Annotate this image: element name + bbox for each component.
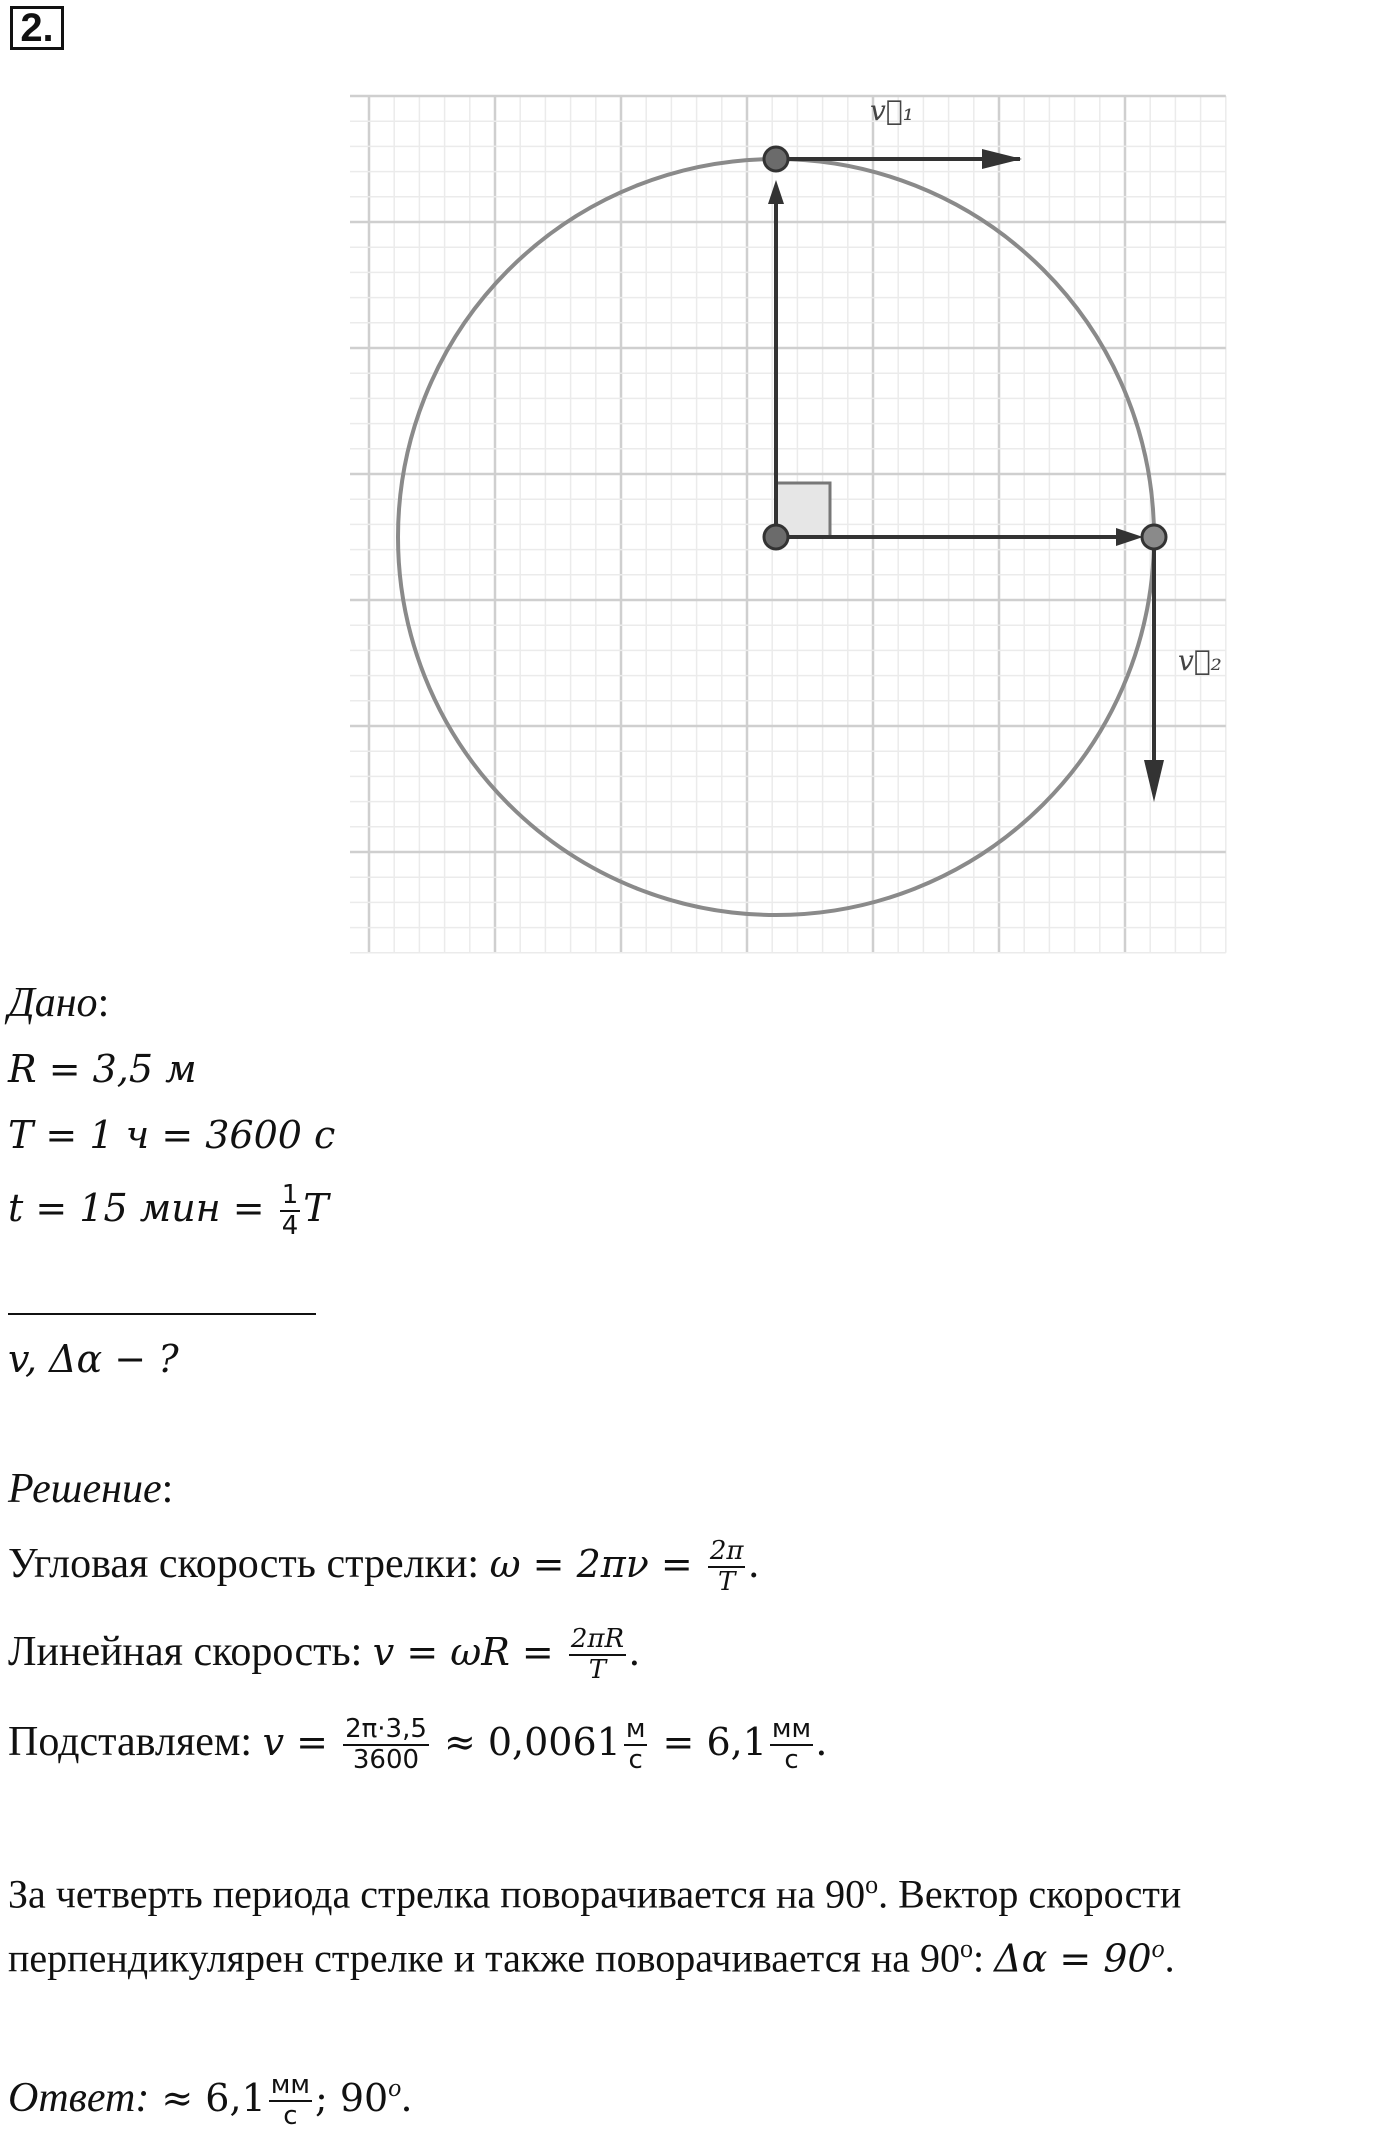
- point-top: [764, 147, 788, 171]
- solution-line-1-math: ω = 2πν =: [489, 1541, 705, 1586]
- paragraph-2-text: перпендикулярен стрелке и также поворачивается на 90: [8, 1935, 961, 1981]
- velocity-v1-arrowhead: [982, 149, 1022, 169]
- given-heading: Дано: [8, 980, 98, 1026]
- point-right: [1142, 525, 1166, 549]
- given-line-3-fraction: [280, 1182, 301, 1241]
- velocity-v2-arrowhead: [1144, 760, 1164, 802]
- solution-paragraph-2: [8, 1934, 1175, 1981]
- given-line-1: R = 3,5 м: [8, 1047, 197, 1091]
- solution-line-2: [8, 1626, 640, 1685]
- solution-heading: Решение: [8, 1466, 162, 1512]
- frac-numerator: 2πR: [569, 1626, 626, 1656]
- frac-denominator: T: [588, 1655, 607, 1686]
- answer-value: ≈ 6,1: [149, 2075, 266, 2120]
- solution-line-2-fraction: [569, 1626, 626, 1685]
- paragraph-2-math: Δα = 90: [994, 1936, 1152, 1981]
- given-line-3-right: T: [303, 1185, 329, 1230]
- degree-sign: o: [1151, 1934, 1165, 1963]
- paragraph-1-end: . Вектор скорости: [878, 1871, 1182, 1917]
- given-line-3-left: t = 15 мин =: [8, 1185, 277, 1230]
- paragraph-1-text: За четверть периода стрелка поворачивается на 90: [8, 1871, 866, 1917]
- frac-numerator: 2π: [708, 1538, 746, 1568]
- unit-denominator: с: [628, 1745, 643, 1776]
- task-number: 2.: [10, 6, 64, 50]
- answer-end: .: [401, 2074, 412, 2121]
- frac-numerator: 2π·3,5: [343, 1716, 429, 1746]
- solution-line-2-end: .: [629, 1628, 640, 1675]
- answer-line: [8, 2072, 412, 2131]
- solution-line-3-math: v =: [262, 1719, 341, 1764]
- solution-line-3-mid: ≈ 0,0061: [431, 1719, 621, 1764]
- answer-label: Ответ:: [8, 2074, 150, 2121]
- unit-numerator: мм: [269, 2072, 312, 2102]
- solution-line-3: [8, 1716, 827, 1775]
- degree-sign: о: [865, 1870, 879, 1899]
- degree-sign: о: [960, 1934, 974, 1963]
- given-divider: [8, 1313, 316, 1315]
- answer-unit: [269, 2072, 312, 2131]
- label-v1: v⃗₁: [870, 94, 914, 127]
- label-v2: v⃗₂: [1178, 644, 1222, 677]
- solution-line-3-fraction: [343, 1716, 429, 1775]
- solution-line-1-end: .: [748, 1540, 759, 1587]
- solution-line-3-unit-1: [624, 1716, 648, 1775]
- frac-denominator: T: [717, 1567, 736, 1598]
- frac-numerator: 1: [280, 1182, 301, 1212]
- solution-line-1-text: Угловая скорость стрелки:: [8, 1540, 490, 1587]
- solution-heading-line: [8, 1468, 173, 1510]
- solution-line-2-text: Линейная скорость:: [8, 1628, 373, 1675]
- given-colon: :: [97, 980, 110, 1026]
- unit-numerator: м: [624, 1716, 648, 1746]
- point-center: [764, 525, 788, 549]
- unit-numerator: мм: [770, 1716, 813, 1746]
- frac-denominator: 4: [281, 1211, 299, 1242]
- given-heading-line: [8, 982, 109, 1024]
- solution-line-2-math: v = ωR =: [372, 1629, 566, 1674]
- given-line-3: [8, 1182, 329, 1241]
- find-line: v, Δα − ?: [8, 1337, 179, 1381]
- frac-denominator: 3600: [352, 1745, 420, 1776]
- unit-denominator: с: [784, 1745, 799, 1776]
- unit-denominator: с: [283, 2101, 298, 2132]
- solution-colon: :: [161, 1466, 174, 1512]
- paragraph-2-end: .: [1164, 1935, 1175, 1981]
- given-line-2: T = 1 ч = 3600 с: [8, 1113, 336, 1157]
- solution-line-3-text: Подставляем:: [8, 1718, 263, 1765]
- solution-line-1-fraction: [708, 1538, 746, 1597]
- paragraph-2-mid: :: [973, 1935, 995, 1981]
- circle-figure: [350, 90, 1230, 970]
- solution-line-3-mid-2: = 6,1: [650, 1719, 767, 1764]
- radius-vertical-arrowhead: [768, 180, 784, 204]
- degree-sign: o: [388, 2072, 402, 2102]
- answer-separator: ; 90: [314, 2075, 389, 2120]
- solution-line-1: [8, 1538, 759, 1597]
- solution-line-3-unit-2: [770, 1716, 813, 1775]
- radius-horizontal-arrowhead: [1116, 528, 1143, 546]
- solution-paragraph-1: [8, 1870, 1182, 1917]
- solution-line-3-end: .: [816, 1718, 827, 1765]
